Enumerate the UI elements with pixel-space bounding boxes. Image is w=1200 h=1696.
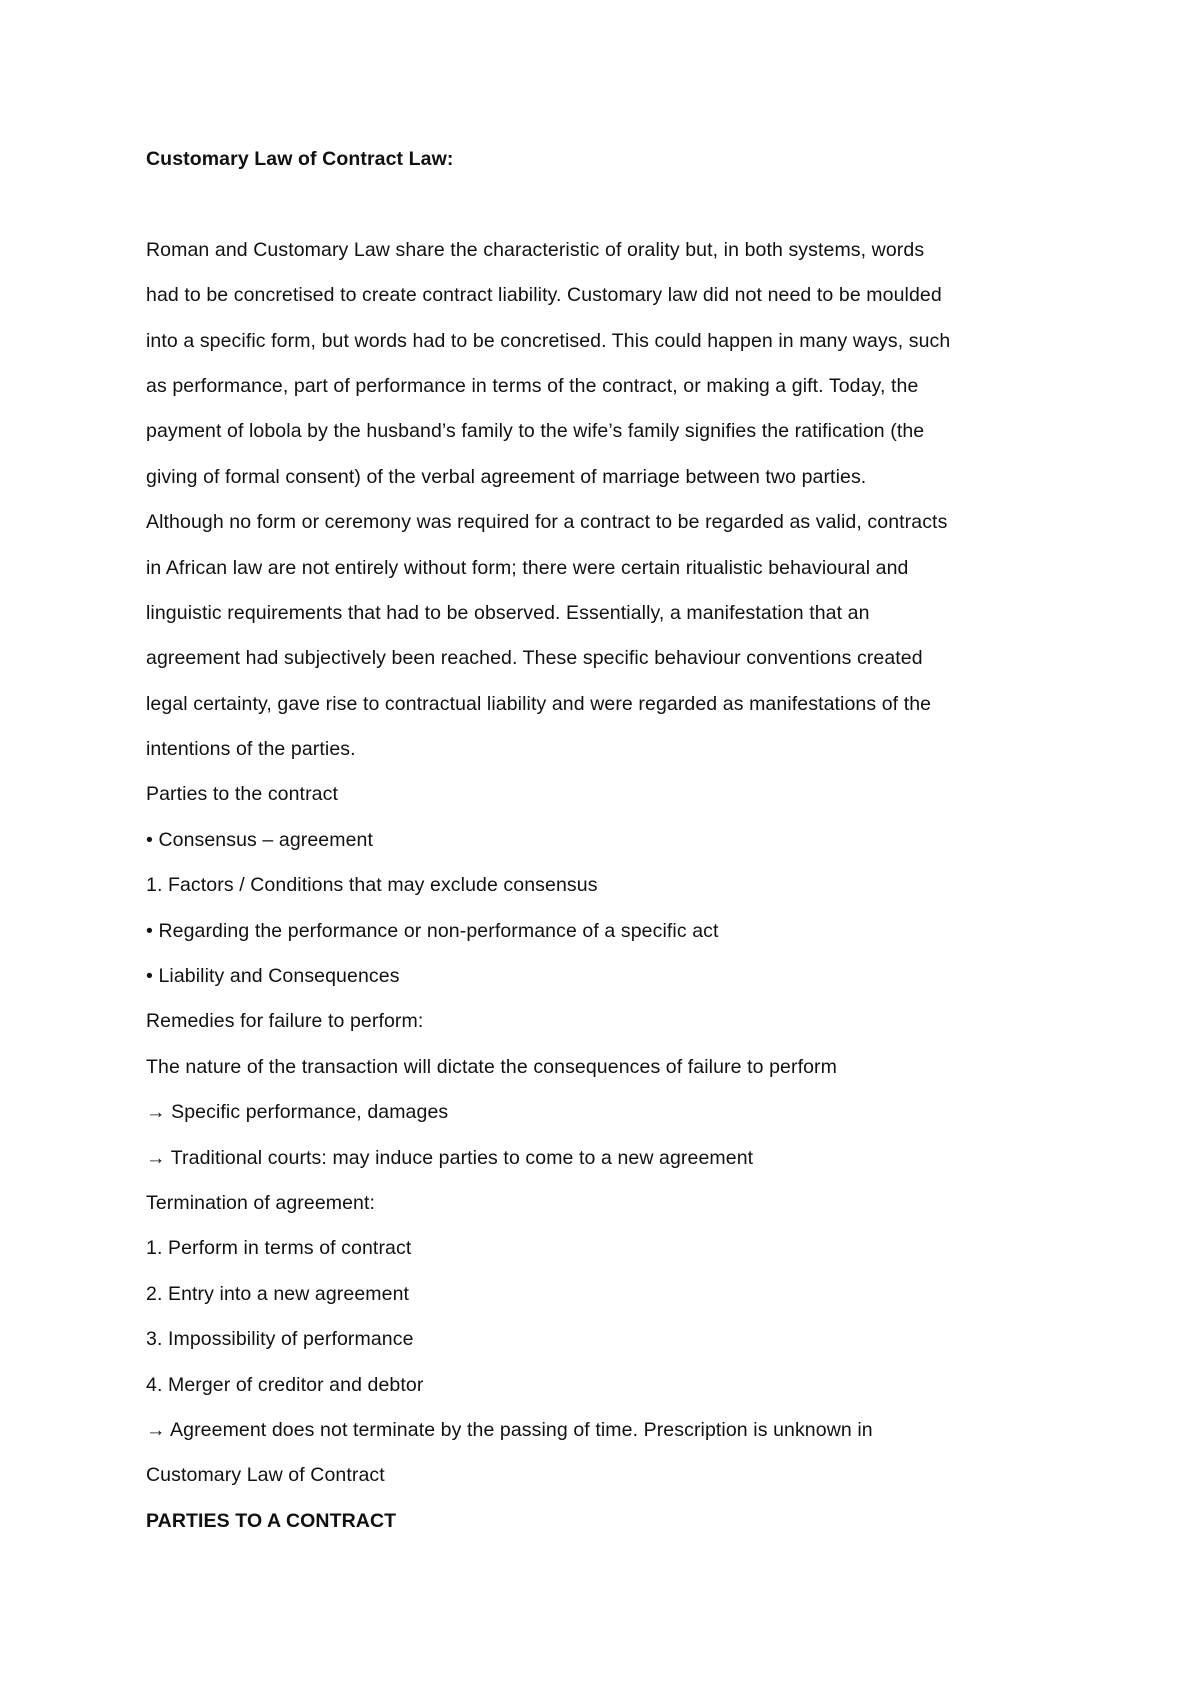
document-body [146, 144, 1046, 1551]
list-item: → Specific performance, damages [146, 1101, 449, 1124]
paragraph-line: Roman and Customary Law share the characteristic of orality but, in both systems, words [146, 238, 925, 261]
list-item: The nature of the transaction will dictate the consequences of failure to perform [146, 1055, 837, 1078]
intro-paragraph [146, 235, 1046, 780]
list-item: • Liability and Consequences [146, 965, 400, 988]
list-item: Customary Law of Contract [146, 1464, 385, 1487]
termination-heading: Termination of agreement: [146, 1191, 376, 1214]
list-item: → Agreement does not terminate by the passing of time. Prescription is unknown in [146, 1418, 873, 1441]
paragraph-line: giving of formal consent) of the verbal agreement of marriage between two parties. [146, 465, 867, 488]
paragraph-line: intentions of the parties. [146, 738, 356, 761]
parties-heading: Parties to the contract [146, 783, 338, 806]
parties-section [146, 779, 1046, 1006]
termination-section [146, 1188, 1046, 1506]
list-item: • Regarding the performance or non-performance of a specific act [146, 919, 719, 942]
paragraph-line: payment of lobola by the husband’s family to the wife’s family signifies the ratification (the [146, 420, 925, 443]
list-item: → Traditional courts: may induce parties to come to a new agreement [146, 1146, 754, 1169]
list-item: 3. Impossibility of performance [146, 1328, 414, 1351]
list-item: 4. Merger of creditor and debtor [146, 1373, 424, 1396]
remedies-heading: Remedies for failure to perform: [146, 1010, 424, 1033]
paragraph-line: Although no form or ceremony was required for a contract to be regarded as valid, contracts [146, 511, 948, 534]
list-item: 1. Perform in terms of contract [146, 1237, 412, 1260]
list-item: 2. Entry into a new agreement [146, 1282, 410, 1305]
paragraph-line: agreement had subjectively been reached. These specific behaviour conventions created [146, 647, 923, 670]
section-heading: PARTIES TO A CONTRACT [146, 1509, 397, 1532]
document-title: Customary Law of Contract Law: [146, 148, 454, 170]
list-item: 1. Factors / Conditions that may exclude consensus [146, 874, 598, 897]
list-item: • Consensus – agreement [146, 828, 374, 851]
paragraph-line: as performance, part of performance in terms of the contract, or making a gift. Today, the [146, 374, 919, 397]
paragraph-line: into a specific form, but words had to be concretised. This could happen in many ways, such [146, 329, 951, 352]
paragraph-line: linguistic requirements that had to be observed. Essentially, a manifestation that an [146, 601, 870, 624]
remedies-section [146, 1006, 1046, 1188]
paragraph-line: legal certainty, gave rise to contractual liability and were regarded as manifestations of the [146, 692, 932, 715]
paragraph-line: had to be concretised to create contract liability. Customary law did not need to be moulded [146, 284, 942, 307]
paragraph-line: in African law are not entirely without form; there were certain ritualistic behavioural and [146, 556, 909, 579]
